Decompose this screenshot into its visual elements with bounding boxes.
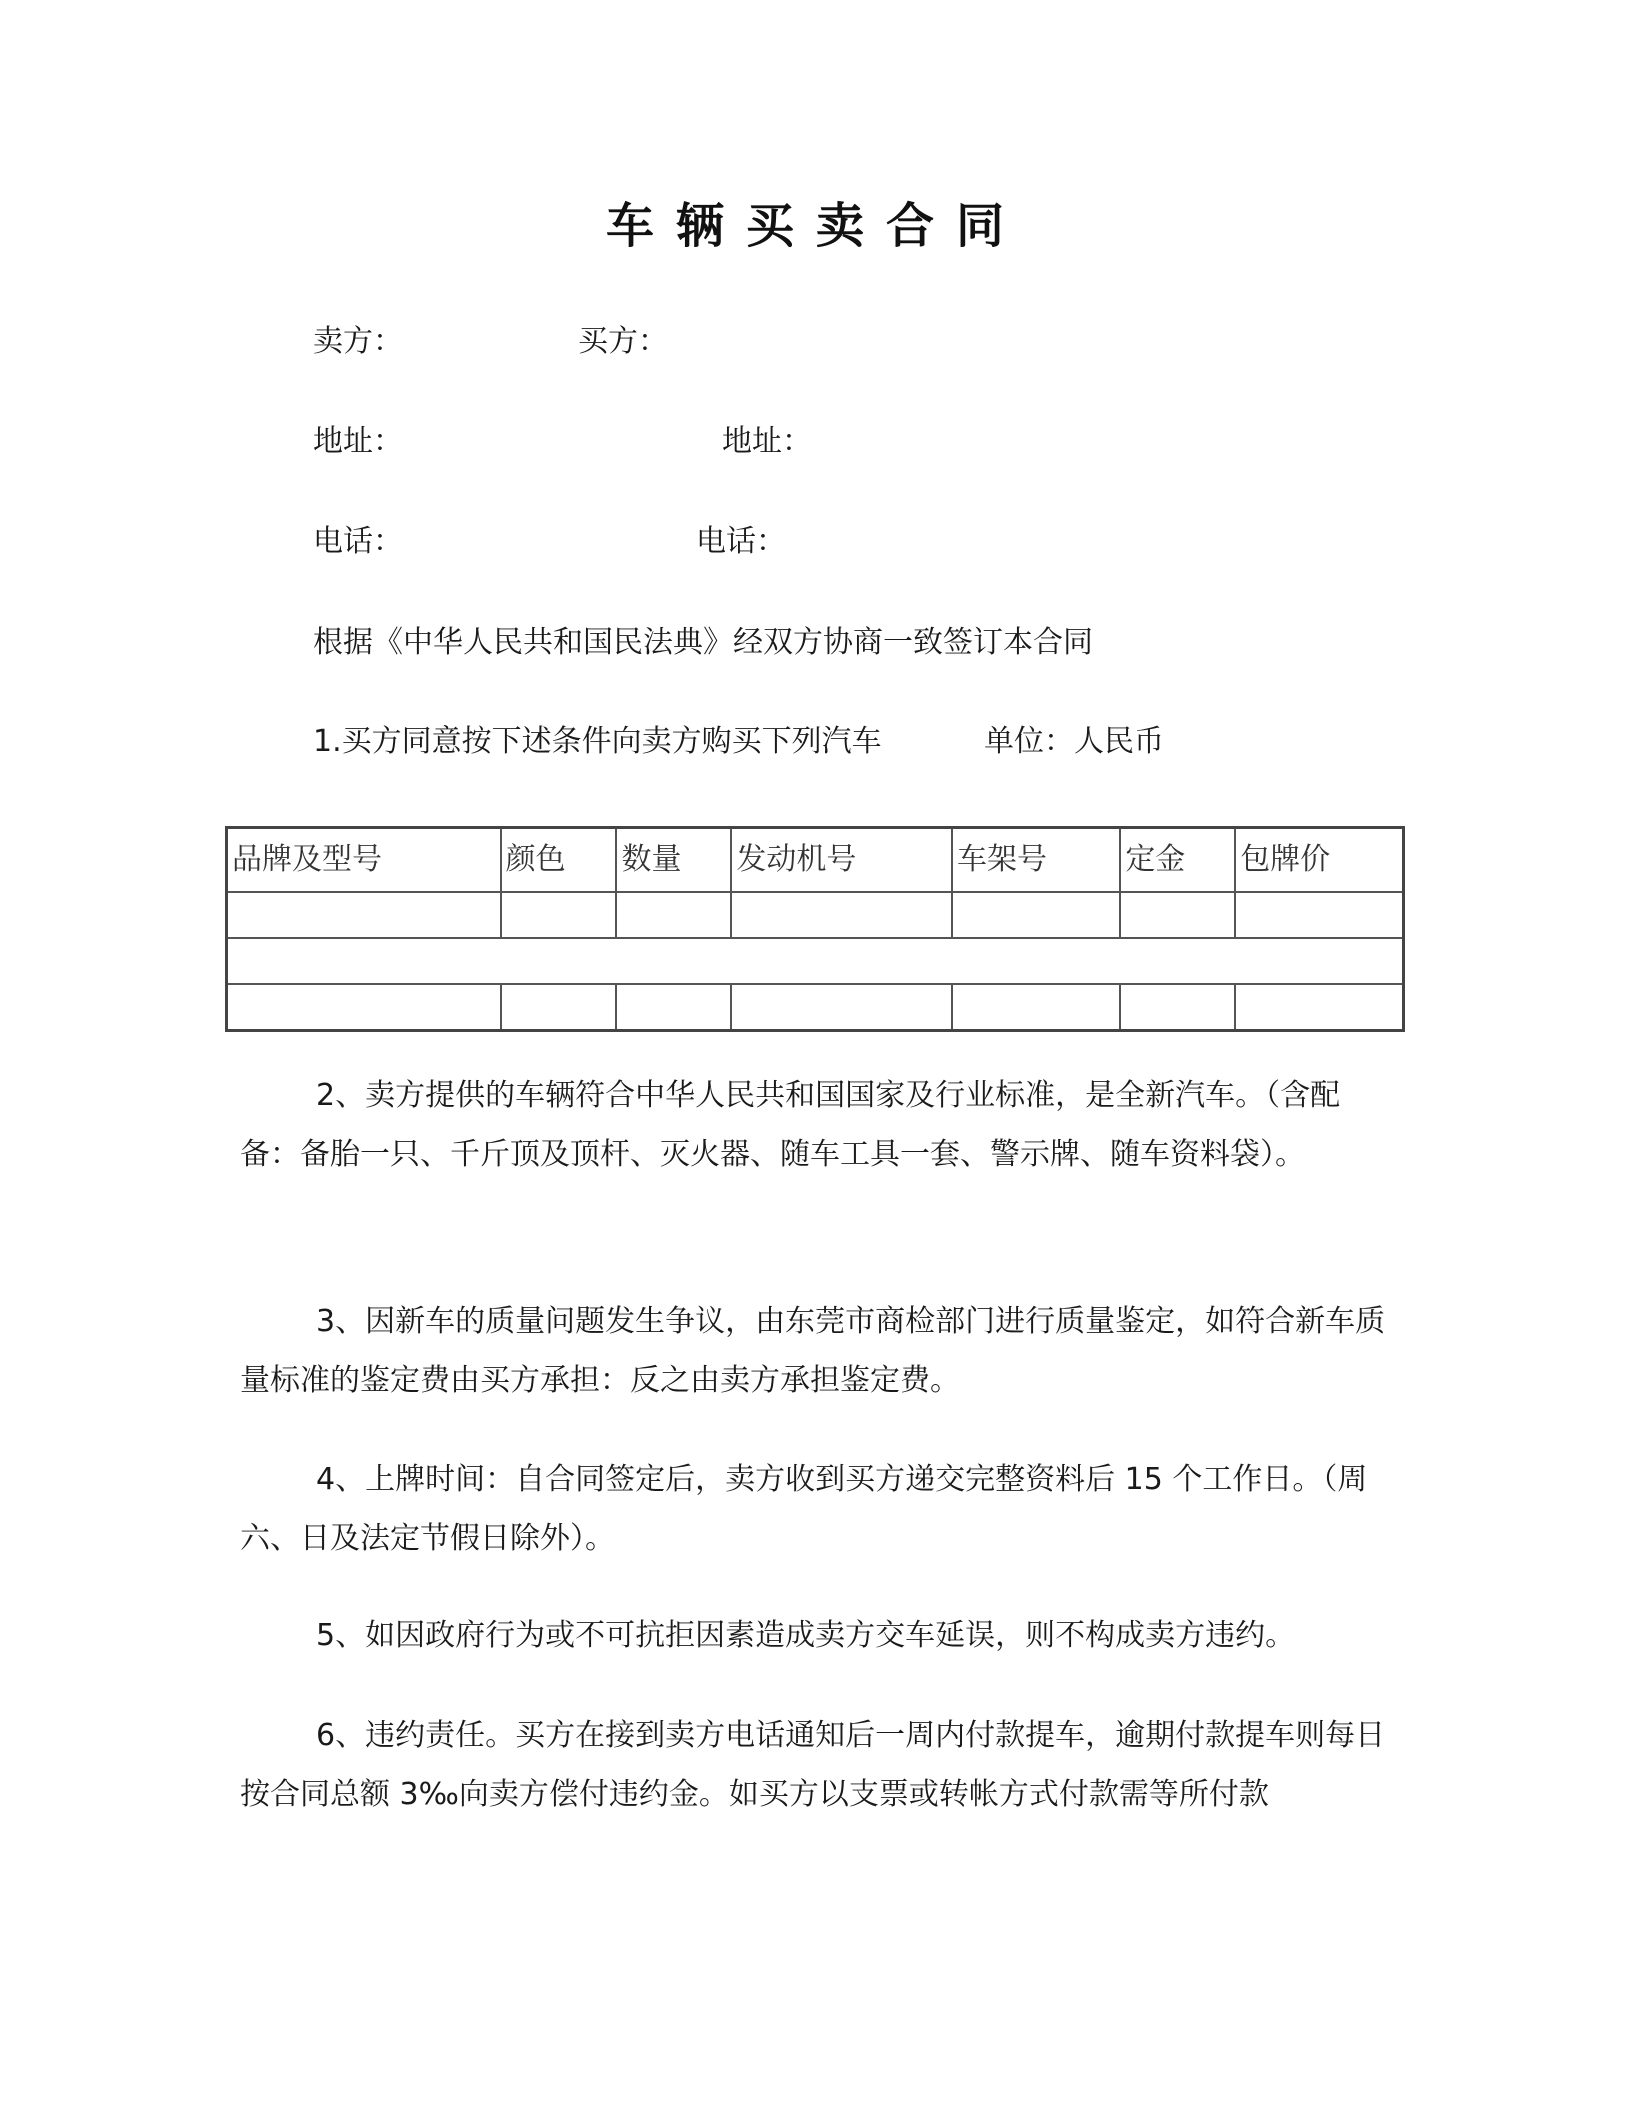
- vehicle-table: [225, 826, 1405, 1032]
- clause-5-text: 5、如因政府行为或不可抗拒因素造成卖方交车延误，则不构成卖方违约。: [316, 1618, 1296, 1653]
- clause-3: [240, 1292, 1392, 1410]
- table-row: [227, 984, 1404, 1031]
- clause-4: [240, 1450, 1392, 1568]
- clause-6-text: 6、违约责任。买方在接到卖方电话通知后一周内付款提车，逾期付款提车则每日按合同总额 3‰向卖方偿付违约金。如买方以支票或转帐方式付款需等所付款: [240, 1718, 1386, 1812]
- table-cell: [616, 892, 731, 938]
- table-cell: [227, 892, 501, 938]
- table-cell: [1235, 892, 1403, 938]
- table-cell: [501, 892, 617, 938]
- header-quantity: 数量: [616, 828, 731, 893]
- table-header-row: [227, 828, 1404, 893]
- currency-unit: 单位：人民币: [984, 724, 1164, 759]
- header-frame-number: 车架号: [952, 828, 1120, 893]
- table-cell: [501, 984, 617, 1031]
- header-color: 颜色: [501, 828, 617, 893]
- clause-5: [240, 1606, 1392, 1665]
- table-cell: [1235, 984, 1403, 1031]
- table-cell: [731, 984, 952, 1031]
- header-brand-model: 品牌及型号: [227, 828, 501, 893]
- clause-4-text: 4、上牌时间：自合同签定后，卖方收到买方递交完整资料后 15 个工作日。（周六、日及法定节假日除外）。: [240, 1462, 1368, 1556]
- table-row: [227, 938, 1404, 984]
- table-cell: [1120, 892, 1235, 938]
- legal-basis: 根据《中华人民共和国民法典》经双方协商一致签订本合同: [313, 625, 1093, 660]
- clause-6: [240, 1706, 1392, 1824]
- buyer-address-label: 地址：: [722, 424, 812, 459]
- buyer-phone-label: 电话：: [696, 524, 786, 559]
- clause-2-text: 2、卖方提供的车辆符合中华人民共和国国家及行业标准，是全新汽车。（含配备：备胎一只、千斤顶及顶杆、灭火器、随车工具一套、警示牌、随车资料袋）。: [240, 1078, 1341, 1172]
- clause-2: [240, 1066, 1392, 1184]
- header-deposit: 定金: [1120, 828, 1235, 893]
- table-cell: [227, 984, 501, 1031]
- table-cell: [1120, 984, 1235, 1031]
- header-engine-number: 发动机号: [731, 828, 952, 893]
- table-cell: [952, 984, 1120, 1031]
- clause-1: 1.买方同意按下述条件向卖方购买下列汽车: [313, 724, 882, 759]
- seller-label: 卖方：: [313, 324, 403, 359]
- table-cell: [731, 892, 952, 938]
- table-row: [227, 892, 1404, 938]
- document-title: 车辆买卖合同: [605, 198, 1026, 254]
- table-cell: [952, 892, 1120, 938]
- seller-address-label: 地址：: [313, 424, 403, 459]
- table-cell-merged: [227, 938, 1404, 984]
- header-total-price: 包牌价: [1235, 828, 1403, 893]
- table-cell: [616, 984, 731, 1031]
- clause-3-text: 3、因新车的质量问题发生争议，由东莞市商检部门进行质量鉴定，如符合新车质量标准的鉴定费由买方承担：反之由卖方承担鉴定费。: [240, 1304, 1386, 1398]
- seller-phone-label: 电话：: [313, 524, 403, 559]
- buyer-label: 买方：: [578, 324, 668, 359]
